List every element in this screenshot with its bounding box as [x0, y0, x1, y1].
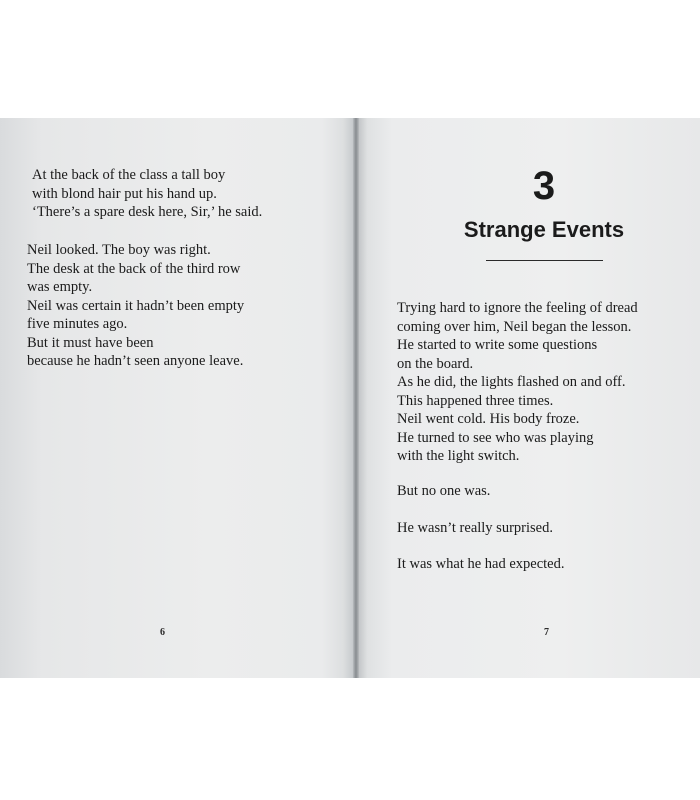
- text-line: Neil looked. The boy was right.: [27, 242, 211, 258]
- right-paragraph-4: [397, 555, 565, 574]
- text-line: Neil went cold. His body froze.: [397, 411, 580, 427]
- text-line: But no one was.: [397, 483, 491, 499]
- chapter-divider: [486, 260, 603, 261]
- right-paragraph-1: [397, 299, 638, 466]
- page-number-left: 6: [160, 627, 165, 638]
- text-line: It was what he had expected.: [397, 556, 565, 572]
- left-page: [0, 118, 352, 678]
- book-spread: [0, 118, 700, 678]
- text-line: He wasn’t really surprised.: [397, 520, 553, 536]
- text-line: Trying hard to ignore the feeling of dread: [397, 300, 638, 316]
- text-line: This happened three times.: [397, 392, 554, 409]
- text-line: The desk at the back of the third row: [27, 260, 241, 277]
- text-line: was empty.: [27, 279, 93, 295]
- text-line: with blond hair put his hand up.: [32, 185, 217, 202]
- text-line: At the back of the class a tall boy: [32, 167, 226, 183]
- text-line: He started to write some questions: [397, 337, 598, 353]
- text-line: on the board.: [397, 355, 474, 372]
- text-line: As he did, the lights flashed on and off.: [397, 374, 626, 390]
- right-paragraph-3: [397, 519, 553, 538]
- text-line: five minutes ago.: [27, 316, 128, 332]
- right-paragraph-2: [397, 482, 490, 501]
- text-line: But it must have been: [27, 334, 154, 351]
- page-number-right: 7: [544, 627, 549, 638]
- chapter-number: 3: [532, 164, 556, 208]
- left-paragraph-1: [32, 166, 262, 222]
- text-line: ‘There’s a spare desk here, Sir,’ he said.: [32, 204, 263, 220]
- text-line: because he hadn’t seen anyone leave.: [27, 353, 244, 369]
- left-paragraph-2: [27, 241, 244, 371]
- text-line: coming over him, Neil began the lesson.: [397, 318, 632, 335]
- text-line: with the light switch.: [397, 448, 520, 464]
- text-line: Neil was certain it hadn’t been empty: [27, 297, 245, 314]
- book-gutter: [353, 118, 359, 678]
- text-line: He turned to see who was playing: [397, 429, 594, 446]
- chapter-title: Strange Events: [463, 217, 625, 242]
- right-page: [360, 118, 700, 678]
